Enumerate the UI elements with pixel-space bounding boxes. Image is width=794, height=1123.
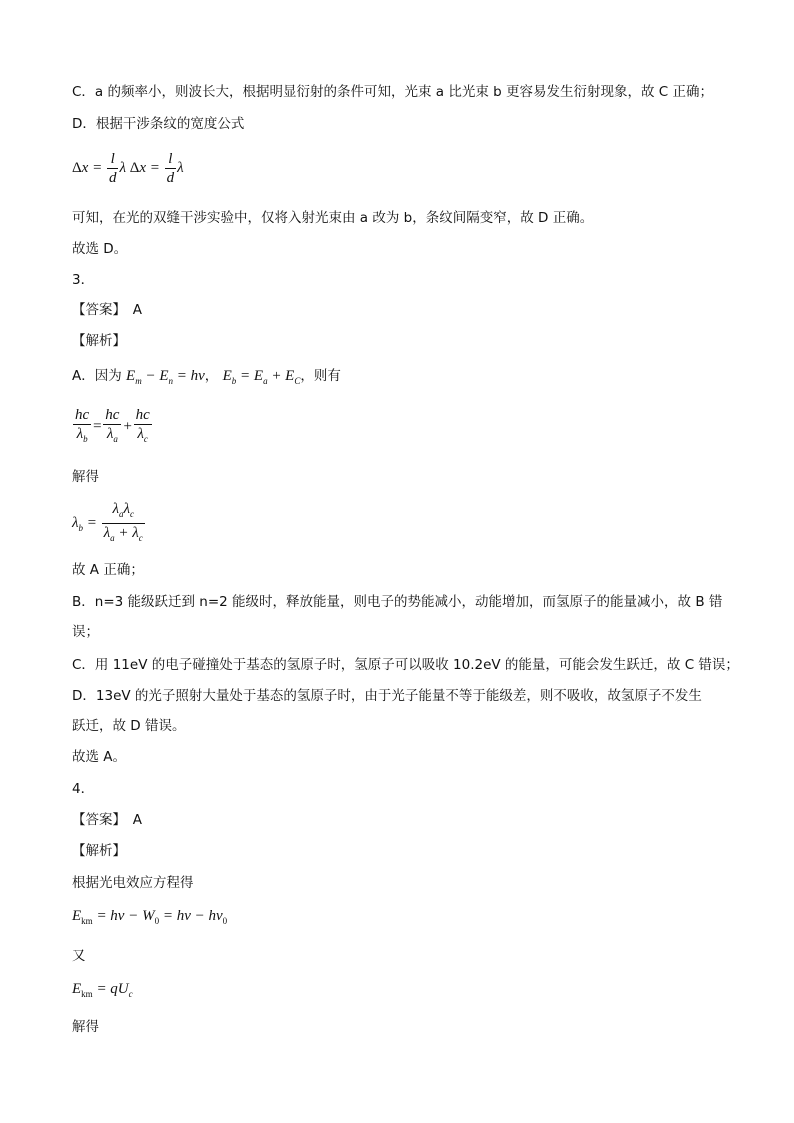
question-3-option-b-cont: 误；: [72, 624, 99, 640]
option-d-conclusion: 可知，在光的双缝干涉实验中，仅将入射光束由 a 改为 b，条纹间隔变窄，故 D 正确。: [72, 210, 594, 226]
option-a-correct: 故 A 正确；: [72, 562, 144, 578]
formula-hc-lambda: $\frac{hc}{\lambda_b}$ = $\frac{hc}{\lambda_a}$ + $\frac{hc}{\lambda_c}$: [75, 407, 150, 444]
option-c-text: C．a 的频率小，则波长大，根据明显衍射的条件可知，光束 a 比光束 b 更容易发生衍射现象，故 C 正确；: [72, 84, 714, 100]
question-4-solve-label: 解得: [72, 1019, 99, 1035]
question-3-option-d: D．13eV 的光子照射大量处于基态的氢原子时，由于光子能量不等于能级差，则不吸收，故氢原子不发生: [72, 688, 702, 704]
question-3-option-d-cont: 跃迁，故 D 错误。: [72, 718, 186, 734]
question-4-analysis-heading: 【解析】: [72, 843, 126, 859]
formula-energy-levels: $E_m - E_n = h\nu$: [126, 368, 205, 386]
option-a-label: A．因为: [72, 368, 122, 384]
question-3-number: 3．: [72, 272, 95, 288]
question-3-option-b: B．n=3 能级跃迁到 n=2 能级时，释放能量，则电子的势能减小，动能增加，而氢原子的能量减小，故 B 错: [72, 594, 723, 610]
question-4-answer: 【答案】 A: [72, 812, 142, 828]
question-4-text: 根据光电效应方程得: [72, 875, 194, 891]
question-3-analysis-heading: 【解析】: [72, 333, 126, 349]
formula-fringe-width: Δx = $\frac{l}{d}$ λ Δx = $\frac{l}{d}$ λ: [72, 151, 184, 186]
formula-photoelectric: $E_{km} = h\nu - W_0 = h\nu - h\nu_0$: [72, 908, 228, 926]
option-a-then: ，则有: [300, 368, 341, 384]
question-3-answer: 【答案】 A: [72, 302, 142, 318]
option-d-text: D．根据干涉条纹的宽度公式: [72, 116, 245, 132]
formula-lambda-b: $\lambda_b$ = $\frac{\lambda_a\lambda_c}{\lambda_a + \lambda_c}$: [72, 501, 143, 543]
question-4-again: 又: [72, 948, 86, 964]
choose-d: 故选 D。: [72, 241, 128, 257]
formula-stopping-voltage: $E_{km} = qU_c$: [72, 981, 133, 999]
question-3-option-a: A．因为 $E_m - E_n = h\nu$， $E_b = E_a + E_C$，则有: [72, 368, 341, 386]
question-3-solve-label: 解得: [72, 469, 99, 485]
question-4-number: 4．: [72, 781, 95, 797]
choose-a: 故选 A。: [72, 749, 127, 765]
formula-energy-sum: $E_b = E_a + E_C$: [222, 368, 301, 386]
question-3-option-c: C．用 11eV 的电子碰撞处于基态的氢原子时，氢原子可以吸收 10.2eV 的能量，可能会发生跃迁，故 C 错误；: [72, 657, 739, 673]
